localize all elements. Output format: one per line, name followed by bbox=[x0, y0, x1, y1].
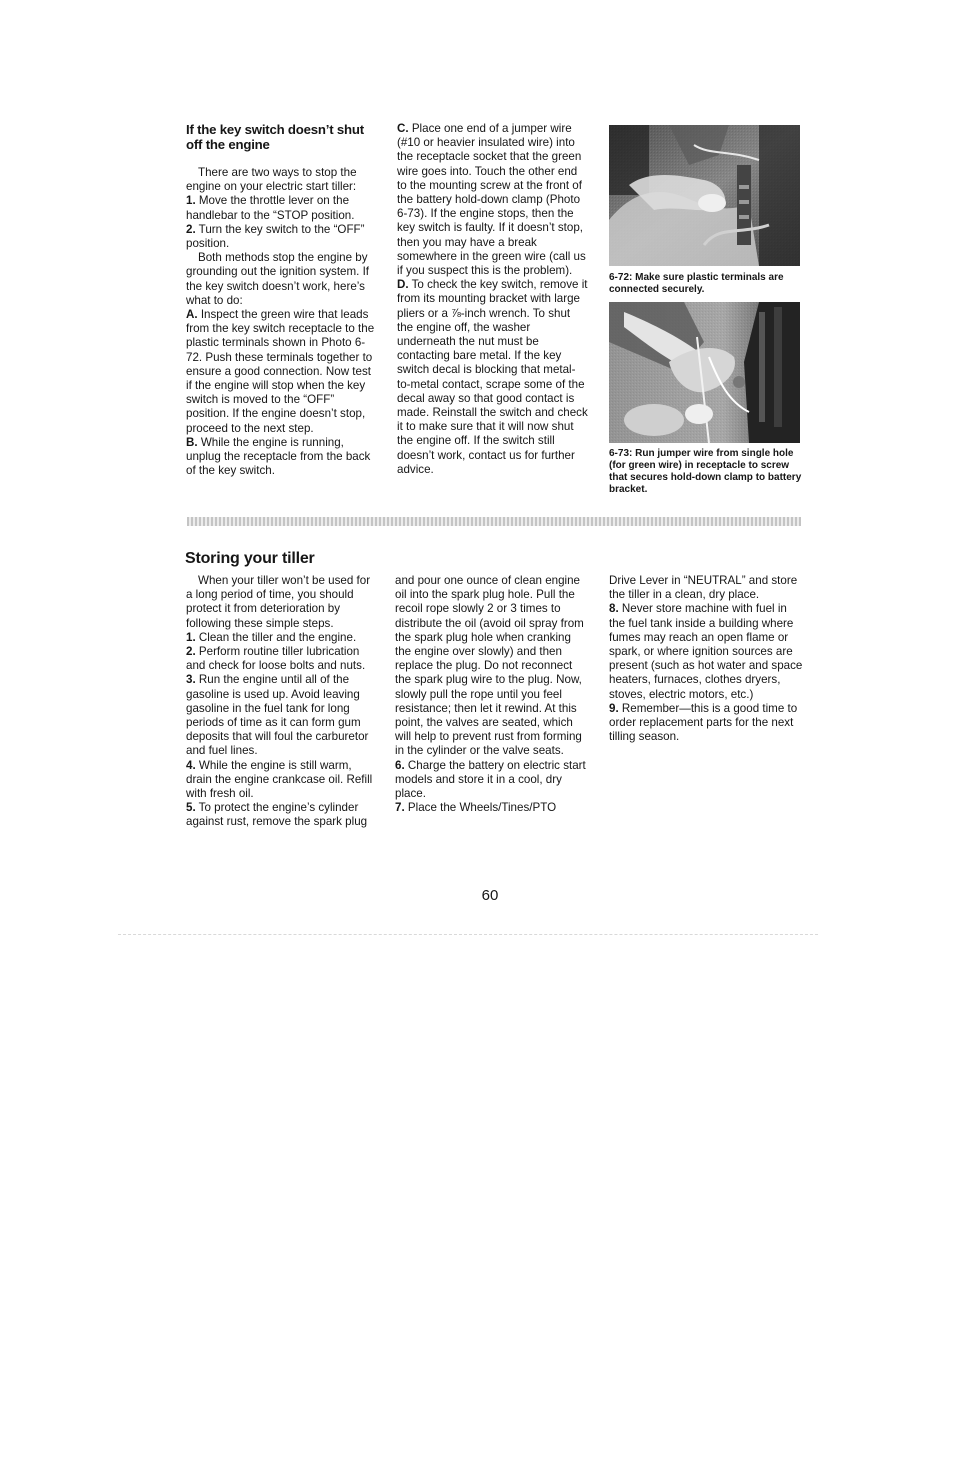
step-a: A. Inspect the green wire that leads from the key switch receptacle to the plastic terminals shown in Photo 6-72. Push these terminals together to ensure a good connection. Now test if the engine will stop when the key switch is moved to the “OFF” position. If the engine doesn’t stop, proceed to the next step. bbox=[186, 308, 375, 435]
storing-heading: Storing your tiller bbox=[185, 550, 315, 567]
section-divider-band bbox=[187, 517, 801, 526]
grounding-paragraph: Both methods stop the engine by grounding out the ignition system. If the key switch doesn’t work, here’s what to do: bbox=[186, 251, 370, 307]
storing-step-3: 3. Run the engine until all of the gasoline is used up. Avoid leaving gasoline in the fuel tank for long periods of time as it can form gum deposits that will foul the carburetor and fuel lines. bbox=[186, 673, 369, 758]
storing-column-3 bbox=[609, 574, 805, 744]
step-d: D. To check the key switch, remove it from its mounting bracket with large pliers or a ⅞-inch wrench. To shut the engine off, the washer underneath the nut must be contacting bare metal. If the key switch decal is blocking that metal-to-metal contact, scrape some of the decal away so that good contact is made. Reinstall the switch and check it to make sure that it will now shut the engine off. If the switch still doesn’t work, contact us for further advice. bbox=[397, 278, 588, 476]
storing-column-1 bbox=[186, 574, 378, 830]
key-switch-column-2 bbox=[397, 122, 589, 477]
storing-intro: When your tiller won’t be used for a long period of time, you should protect it from deterioration by following these simple steps. bbox=[186, 574, 371, 630]
storing-step-7-continued: Drive Lever in “NEUTRAL” and store the tiller in a clean, dry place. bbox=[609, 574, 798, 602]
storing-step-8: 8. Never store machine with fuel in the fuel tank inside a building where fumes may reach an open flame or spark, or where ignition sources are present (such as hot water and space heaters, furnaces, clothes dryers, stoves, electric motors, etc.) bbox=[609, 602, 803, 701]
storing-column-2 bbox=[395, 574, 587, 815]
storing-step-5: 5. To protect the engine’s cylinder against rust, remove the spark plug bbox=[186, 801, 368, 829]
footer-rule bbox=[118, 934, 818, 935]
photo-6-73-caption: 6-73: Run jumper wire from single hole (for green wire) in receptacle to screw that secures hold-down clamp to battery bracket. bbox=[609, 448, 802, 495]
photo-6-72-caption: 6-72: Make sure plastic terminals are connected securely. bbox=[609, 272, 784, 295]
photo-6-73-image bbox=[609, 302, 800, 443]
storing-step-5-continued: and pour one ounce of clean engine oil into the spark plug hole. Pull the recoil rope slowly 2 or 3 times to distribute the oil (avoid oil spray from the spark plug hole when cranking the engine over slowly) and then replace the plug. Do not reconnect the spark plug wire to the plug. Now, slowly pull the rope until you feel resistance; then let it rewind. At this point, the valves are seated, which will help to prevent rust from forming in the cylinder or the valve seats. bbox=[395, 574, 584, 758]
step-b: B. While the engine is running, unplug the receptacle from the back of the key switch. bbox=[186, 435, 371, 478]
stop-method-2: 2. Turn the key switch to the “OFF” position. bbox=[186, 222, 365, 251]
storing-step-4: 4. While the engine is still warm, drain the engine crankcase oil. Refill with fresh oil. bbox=[186, 758, 373, 801]
key-switch-column-1 bbox=[186, 122, 378, 478]
two-ways-intro: There are two ways to stop the engine on your electric start tiller: bbox=[186, 166, 357, 194]
storing-step-6: 6. Charge the battery on electric start models and store it in a cool, dry place. bbox=[395, 758, 586, 801]
stop-method-1: 1. Move the throttle lever on the handlebar to the “STOP position. bbox=[186, 194, 355, 222]
photo-plastic-terminals bbox=[609, 125, 800, 266]
storing-step-1: 1. Clean the tiller and the engine. bbox=[186, 630, 357, 644]
photo-jumper-wire bbox=[609, 302, 800, 443]
key-switch-heading: If the key switch doesn’t shut off the engine bbox=[186, 122, 364, 152]
page-number: 60 bbox=[481, 887, 499, 904]
storing-step-7: 7. Place the Wheels/Tines/PTO bbox=[395, 801, 557, 815]
photo-6-72-image bbox=[609, 125, 800, 266]
step-c: C. Place one end of a jumper wire (#10 or heavier insulated wire) into the receptacle socket that the green wire goes into. Touch the other end to the mounting screw at the front of the battery hold-down clamp (Photo 6-73). If the engine stops, then the key switch is faulty. If it doesn’t stop, then you may have a break somewhere in the green wire (call us if you suspect this is the problem). bbox=[397, 122, 586, 278]
storing-step-2: 2. Perform routine tiller lubrication and check for loose bolts and nuts. bbox=[186, 645, 366, 673]
storing-step-9: 9. Remember—this is a good time to order replacement parts for the next tilling season. bbox=[609, 701, 798, 744]
